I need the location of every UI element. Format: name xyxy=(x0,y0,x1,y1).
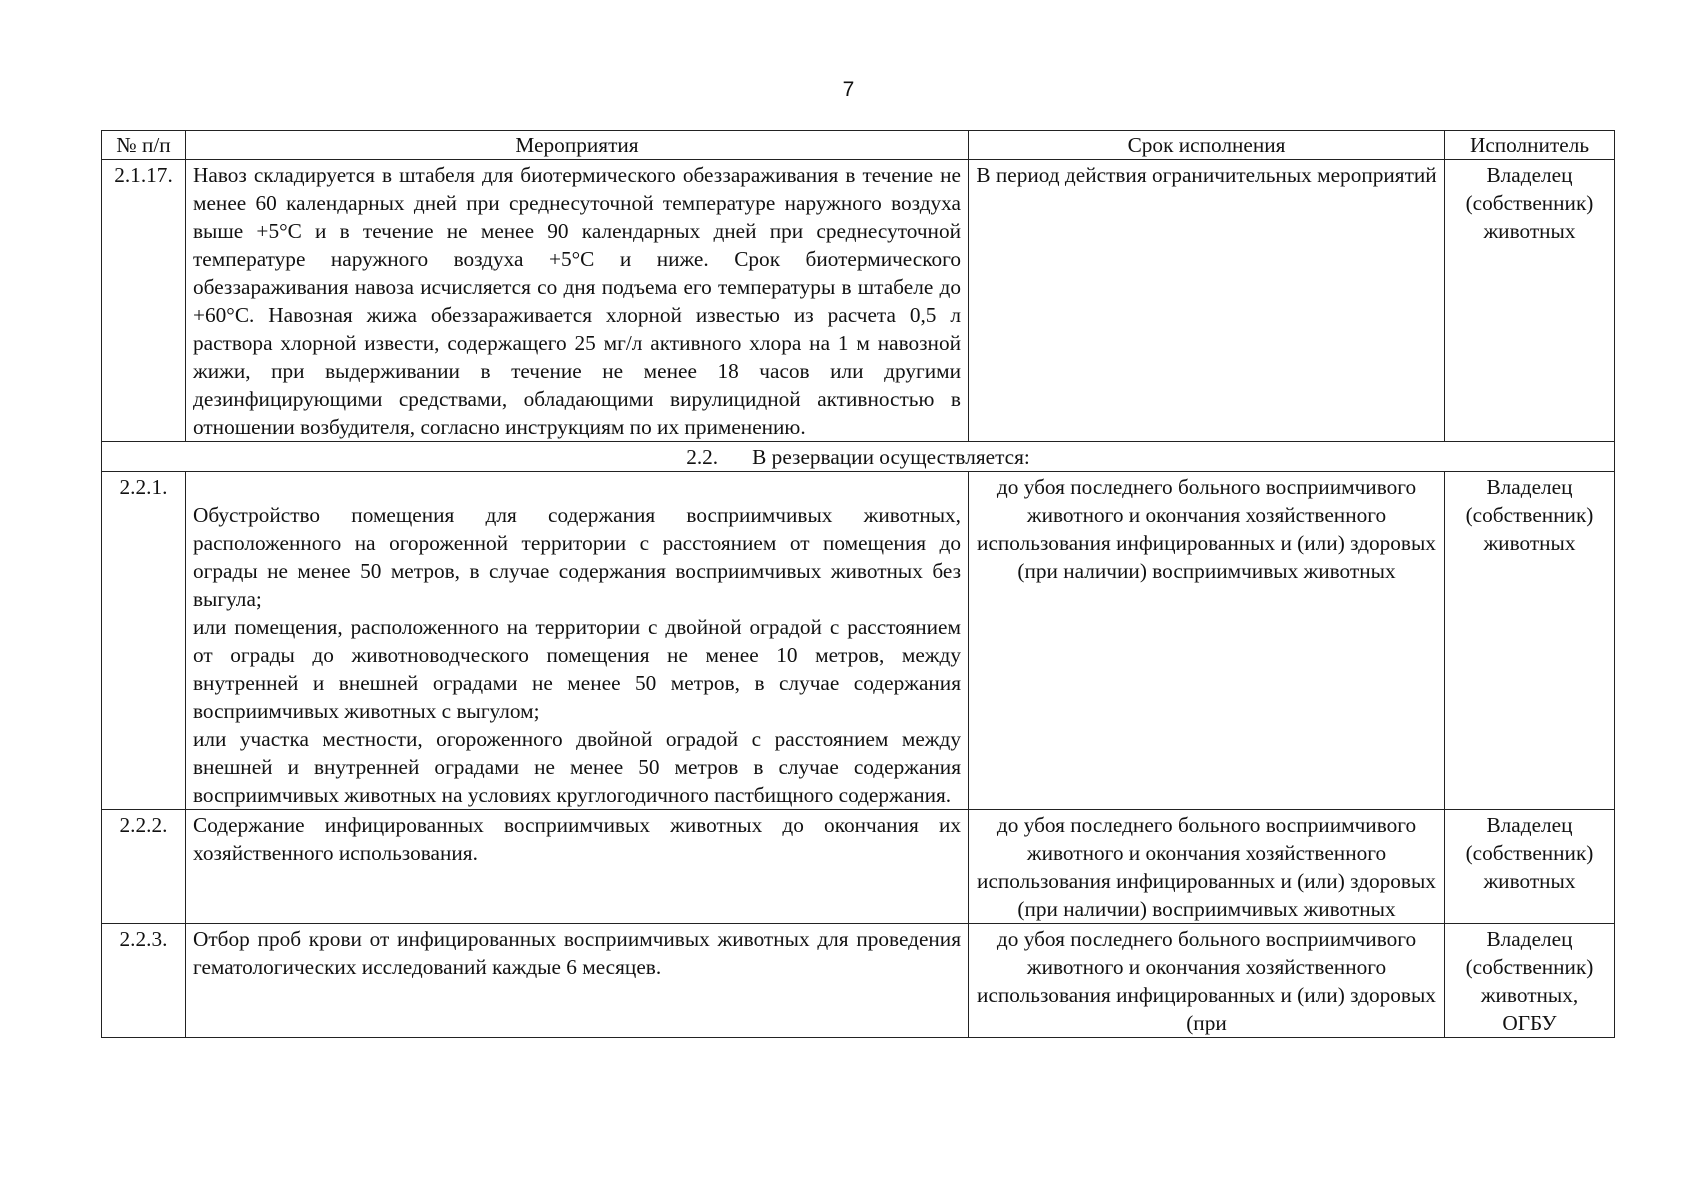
header-deadline: Срок исполнения xyxy=(969,131,1445,160)
measure-paragraph: Навоз складируется в штабеля для биотермического обеззараживания в течение не менее 60 календарных дней при среднесуточной температуре наружного воздуха выше +5°С и в течение не менее 90 календарных дней при среднесуточной температуре наружного воздуха +5°С и ниже. Срок биотермического обеззараживания навоза исчисляется со дня подъема его температуры в штабеле до +60°С. Навозная жижа обеззараживается хлорной известью из расчета 0,5 л раствора хлорной извести, содержащего 25 мг/л активного хлора на 1 м навозной жижи, при выдерживании в течение не менее 18 часов или другими дезинфицирующими средствами, обладающими вирулицидной активностью в отношении возбудителя, согласно инструкциям по их применению. xyxy=(193,163,961,439)
row-executor: Владелец (собственник) животных xyxy=(1445,160,1615,442)
row-number: 2.2.2. xyxy=(102,810,186,924)
table-header-row xyxy=(102,131,1615,160)
measure-paragraph: Отбор проб крови от инфицированных восприимчивых животных для проведения гематологических исследований каждые 6 месяцев. xyxy=(193,927,961,979)
row-executor: Владелец (собственник) животных xyxy=(1445,472,1615,810)
measures-table xyxy=(101,130,1615,1038)
page-number: 7 xyxy=(842,78,855,101)
section-title: В резервации осуществляется: xyxy=(752,445,1030,469)
deadline-text: до убоя последнего больного восприимчивого животного и окончания хозяйственного использования инфицированных и (или) здоровых (при xyxy=(977,927,1436,1035)
row-deadline: до убоя последнего больного восприимчивого животного и окончания хозяйственного использования инфицированных и (или) здоровых (при наличии) восприимчивых животных xyxy=(969,472,1445,810)
measure-paragraph: или помещения, расположенного на территории с двойной оградой с расстоянием от ограды до животноводческого помещения не менее 10 метров, между внутренней и внешней оградами не менее 50 метров, в случае содержания восприимчивых животных с выгулом; xyxy=(193,615,961,723)
row-deadline xyxy=(969,924,1445,1038)
row-deadline: В период действия ограничительных мероприятий xyxy=(969,160,1445,442)
row-deadline: до убоя последнего больного восприимчивого животного и окончания хозяйственного использования инфицированных и (или) здоровых (при наличии) восприимчивых животных xyxy=(969,810,1445,924)
header-executor: Исполнитель xyxy=(1445,131,1615,160)
row-executor: Владелец (собственник) животных, ОГБУ xyxy=(1445,924,1615,1038)
measure-paragraph: или участка местности, огороженного двойной оградой с расстоянием между внешней и внутренней оградами не менее 50 метров в случае содержания восприимчивых животных на условиях круглогодичного пастбищного содержания. xyxy=(193,727,961,807)
row-measure-text xyxy=(186,924,969,1038)
table-row xyxy=(102,810,1615,924)
row-number: 2.1.17. xyxy=(102,160,186,442)
table-row xyxy=(102,472,1615,810)
row-measure-text xyxy=(186,160,969,442)
header-number: № п/п xyxy=(102,131,186,160)
row-measure-text xyxy=(186,810,969,924)
table-row xyxy=(102,924,1615,1038)
row-measure-text xyxy=(186,472,969,810)
measure-paragraph: Содержание инфицированных восприимчивых животных до окончания их хозяйственного использования. xyxy=(193,813,961,865)
section-row xyxy=(102,442,1615,472)
row-number: 2.2.3. xyxy=(102,924,186,1038)
header-measures: Мероприятия xyxy=(186,131,969,160)
row-executor: Владелец (собственник) животных xyxy=(1445,810,1615,924)
measure-paragraph: Обустройство помещения для содержания восприимчивых животных, расположенного на огороженной территории с расстоянием от помещения до ограды не менее 50 метров, в случае содержания восприимчивых животных без выгула; xyxy=(193,503,961,611)
section-number: 2.2. xyxy=(686,445,719,469)
row-number: 2.2.1. xyxy=(102,472,186,810)
section-heading xyxy=(102,442,1615,472)
table-row xyxy=(102,160,1615,442)
